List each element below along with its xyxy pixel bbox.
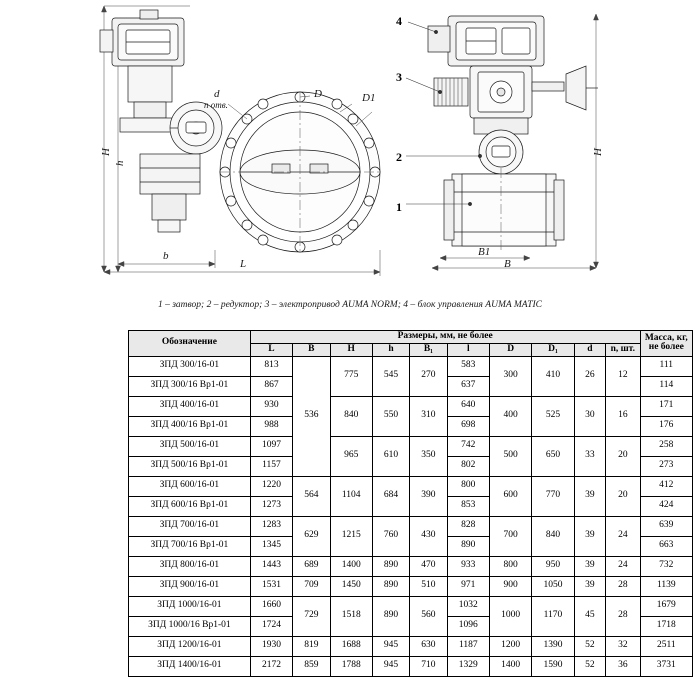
cell-L: 1283 <box>250 516 292 536</box>
cell-l: 828 <box>447 516 489 536</box>
header-col-D1: D₁ <box>532 343 574 356</box>
cell-B: 819 <box>293 636 330 656</box>
cell-L: 988 <box>250 416 292 436</box>
dimension-label-H: H <box>100 148 112 156</box>
cell-H: 965 <box>330 436 372 476</box>
cell-designation: ЗПД 1200/16-01 <box>129 636 251 656</box>
header-col-L: L <box>250 343 292 356</box>
cell-B1: 510 <box>410 576 447 596</box>
cell-l: 1096 <box>447 616 489 636</box>
header-col-h: h <box>372 343 409 356</box>
cell-B1: 560 <box>410 596 447 636</box>
cell-mass: 171 <box>640 396 692 416</box>
cell-D: 1200 <box>489 636 531 656</box>
table-row <box>129 656 693 676</box>
header-col-B: B <box>293 343 330 356</box>
cell-designation: ЗПД 500/16-01 <box>129 436 251 456</box>
cell-n: 20 <box>606 436 640 476</box>
cell-l: 742 <box>447 436 489 456</box>
cell-D: 1400 <box>489 656 531 676</box>
header-col-H: H <box>330 343 372 356</box>
header-col-l: l <box>447 343 489 356</box>
cell-mass: 176 <box>640 416 692 436</box>
cell-H: 1215 <box>330 516 372 556</box>
cell-n: 28 <box>606 596 640 636</box>
cell-n: 20 <box>606 476 640 516</box>
cell-n: 24 <box>606 556 640 576</box>
cell-D1: 770 <box>532 476 574 516</box>
cell-H: 1518 <box>330 596 372 636</box>
cell-mass: 663 <box>640 536 692 556</box>
cell-D: 1000 <box>489 596 531 636</box>
table-row <box>129 576 693 596</box>
cell-d: 45 <box>574 596 605 636</box>
cell-L: 1930 <box>250 636 292 656</box>
cell-d: 26 <box>574 356 605 396</box>
cell-B1: 270 <box>410 356 447 396</box>
table-row <box>129 436 693 456</box>
cell-mass: 1139 <box>640 576 692 596</box>
cell-designation: ЗПД 700/16-01 <box>129 516 251 536</box>
cell-l: 640 <box>447 396 489 416</box>
cell-h: 550 <box>372 396 409 436</box>
cell-l: 1329 <box>447 656 489 676</box>
callout-1: 1 <box>396 200 402 214</box>
cell-L: 1660 <box>250 596 292 616</box>
cell-designation: ЗПД 500/16 Вр1-01 <box>129 456 251 476</box>
cell-L: 1531 <box>250 576 292 596</box>
cell-designation: ЗПД 600/16-01 <box>129 476 251 496</box>
cell-L: 1345 <box>250 536 292 556</box>
cell-designation: ЗПД 1400/16-01 <box>129 656 251 676</box>
cell-D1: 1390 <box>532 636 574 656</box>
cell-h: 890 <box>372 596 409 636</box>
cell-L: 867 <box>250 376 292 396</box>
cell-designation: ЗПД 700/16 Вр1-01 <box>129 536 251 556</box>
cell-H: 1450 <box>330 576 372 596</box>
cell-h: 945 <box>372 636 409 656</box>
cell-B: 859 <box>293 656 330 676</box>
cell-n: 12 <box>606 356 640 396</box>
cell-l: 583 <box>447 356 489 376</box>
callout-4: 4 <box>396 14 402 28</box>
cell-L: 1724 <box>250 616 292 636</box>
specification-table-wrapper <box>128 330 693 677</box>
cell-mass: 1718 <box>640 616 692 636</box>
dimension-label-H-right: H <box>592 148 604 156</box>
table-row <box>129 596 693 616</box>
cell-d: 33 <box>574 436 605 476</box>
cell-B: 709 <box>293 576 330 596</box>
cell-D: 600 <box>489 476 531 516</box>
table-row <box>129 636 693 656</box>
technical-drawing <box>0 0 700 320</box>
cell-l: 971 <box>447 576 489 596</box>
cell-d: 52 <box>574 656 605 676</box>
cell-h: 684 <box>372 476 409 516</box>
dimension-label-n-holes: n отв. <box>204 100 228 110</box>
cell-n: 16 <box>606 396 640 436</box>
cell-L: 2172 <box>250 656 292 676</box>
cell-l: 933 <box>447 556 489 576</box>
cell-mass: 2511 <box>640 636 692 656</box>
cell-n: 24 <box>606 516 640 556</box>
cell-designation: ЗПД 400/16 Вр1-01 <box>129 416 251 436</box>
cell-designation: ЗПД 300/16-01 <box>129 356 251 376</box>
cell-l: 802 <box>447 456 489 476</box>
cell-d: 30 <box>574 396 605 436</box>
table-row <box>129 556 693 576</box>
cell-B: 729 <box>293 596 330 636</box>
cell-D1: 1590 <box>532 656 574 676</box>
cell-B1: 710 <box>410 656 447 676</box>
cell-D1: 525 <box>532 396 574 436</box>
cell-B: 629 <box>293 516 330 556</box>
cell-L: 1443 <box>250 556 292 576</box>
table-header-row-1 <box>129 331 693 344</box>
table-row <box>129 396 693 416</box>
cell-n: 32 <box>606 636 640 656</box>
header-sizes-group: Размеры, мм, не более <box>250 331 640 344</box>
cell-D: 700 <box>489 516 531 556</box>
cell-D1: 650 <box>532 436 574 476</box>
cell-B1: 390 <box>410 476 447 516</box>
cell-L: 930 <box>250 396 292 416</box>
cell-l: 800 <box>447 476 489 496</box>
header-col-n: n, шт. <box>606 343 640 356</box>
dimension-label-D1: D1 <box>362 92 376 104</box>
cell-mass: 3731 <box>640 656 692 676</box>
cell-designation: ЗПД 600/16 Вр1-01 <box>129 496 251 516</box>
cell-designation: ЗПД 900/16-01 <box>129 576 251 596</box>
cell-h: 610 <box>372 436 409 476</box>
dimension-label-b: b <box>163 250 169 262</box>
cell-H: 840 <box>330 396 372 436</box>
cell-mass: 273 <box>640 456 692 476</box>
cell-L: 1220 <box>250 476 292 496</box>
cell-designation: ЗПД 800/16-01 <box>129 556 251 576</box>
cell-D: 500 <box>489 436 531 476</box>
cell-designation: ЗПД 400/16-01 <box>129 396 251 416</box>
cell-L: 1097 <box>250 436 292 456</box>
table-head <box>129 331 693 357</box>
cell-D1: 1050 <box>532 576 574 596</box>
cell-mass: 424 <box>640 496 692 516</box>
table-row <box>129 476 693 496</box>
dimension-label-D: D <box>314 88 322 100</box>
cell-designation: ЗПД 300/16 Вр1-01 <box>129 376 251 396</box>
cell-h: 545 <box>372 356 409 396</box>
cell-B1: 630 <box>410 636 447 656</box>
cell-H: 1788 <box>330 656 372 676</box>
header-col-D: D <box>489 343 531 356</box>
header-col-B1: B₁ <box>410 343 447 356</box>
cell-l: 890 <box>447 536 489 556</box>
dimension-label-B1: B1 <box>478 246 491 258</box>
cell-B1: 470 <box>410 556 447 576</box>
header-col-d: d <box>574 343 605 356</box>
cell-h: 890 <box>372 556 409 576</box>
cell-designation: ЗПД 1000/16 Вр1-01 <box>129 616 251 636</box>
specification-table <box>128 330 693 677</box>
dimension-label-B: B <box>504 258 511 270</box>
cell-D1: 840 <box>532 516 574 556</box>
table-row <box>129 516 693 536</box>
cell-l: 698 <box>447 416 489 436</box>
cell-B: 689 <box>293 556 330 576</box>
cell-d: 39 <box>574 576 605 596</box>
cell-D: 400 <box>489 396 531 436</box>
cell-B: 536 <box>293 356 330 476</box>
cell-D: 800 <box>489 556 531 576</box>
header-mass: Масса, кг, не более <box>640 331 692 357</box>
cell-mass: 639 <box>640 516 692 536</box>
cell-n: 36 <box>606 656 640 676</box>
cell-mass: 258 <box>640 436 692 456</box>
cell-mass: 732 <box>640 556 692 576</box>
cell-l: 637 <box>447 376 489 396</box>
cell-h: 890 <box>372 576 409 596</box>
callout-3: 3 <box>396 70 402 84</box>
cell-H: 1688 <box>330 636 372 656</box>
cell-H: 1104 <box>330 476 372 516</box>
cell-designation: ЗПД 1000/16-01 <box>129 596 251 616</box>
cell-n: 28 <box>606 576 640 596</box>
table-body <box>129 356 693 676</box>
cell-H: 1400 <box>330 556 372 576</box>
cell-B1: 430 <box>410 516 447 556</box>
table-row <box>129 356 693 376</box>
cell-D: 900 <box>489 576 531 596</box>
cell-B1: 310 <box>410 396 447 436</box>
cell-D1: 1170 <box>532 596 574 636</box>
cell-d: 39 <box>574 516 605 556</box>
callout-2: 2 <box>396 150 402 164</box>
cell-D1: 950 <box>532 556 574 576</box>
cell-B: 564 <box>293 476 330 516</box>
cell-L: 1157 <box>250 456 292 476</box>
cell-L: 1273 <box>250 496 292 516</box>
cell-d: 52 <box>574 636 605 656</box>
cell-l: 1187 <box>447 636 489 656</box>
cell-d: 39 <box>574 476 605 516</box>
cell-mass: 1679 <box>640 596 692 616</box>
dimension-label-h: h <box>114 160 126 166</box>
dimension-label-d: d <box>214 88 220 100</box>
cell-mass: 111 <box>640 356 692 376</box>
cell-D1: 410 <box>532 356 574 396</box>
dimension-label-L: L <box>240 258 247 270</box>
cell-H: 775 <box>330 356 372 396</box>
cell-D: 300 <box>489 356 531 396</box>
cell-mass: 114 <box>640 376 692 396</box>
drawing-caption: 1 – затвор; 2 – редуктор; 3 – электропривод AUMA NORM; 4 – блок управления AUMA MATIC <box>157 300 543 310</box>
cell-l: 1032 <box>447 596 489 616</box>
header-designation: Обозначение <box>129 331 251 357</box>
cell-h: 760 <box>372 516 409 556</box>
cell-l: 853 <box>447 496 489 516</box>
cell-L: 813 <box>250 356 292 376</box>
cell-mass: 412 <box>640 476 692 496</box>
cell-h: 945 <box>372 656 409 676</box>
cell-B1: 350 <box>410 436 447 476</box>
cell-d: 39 <box>574 556 605 576</box>
